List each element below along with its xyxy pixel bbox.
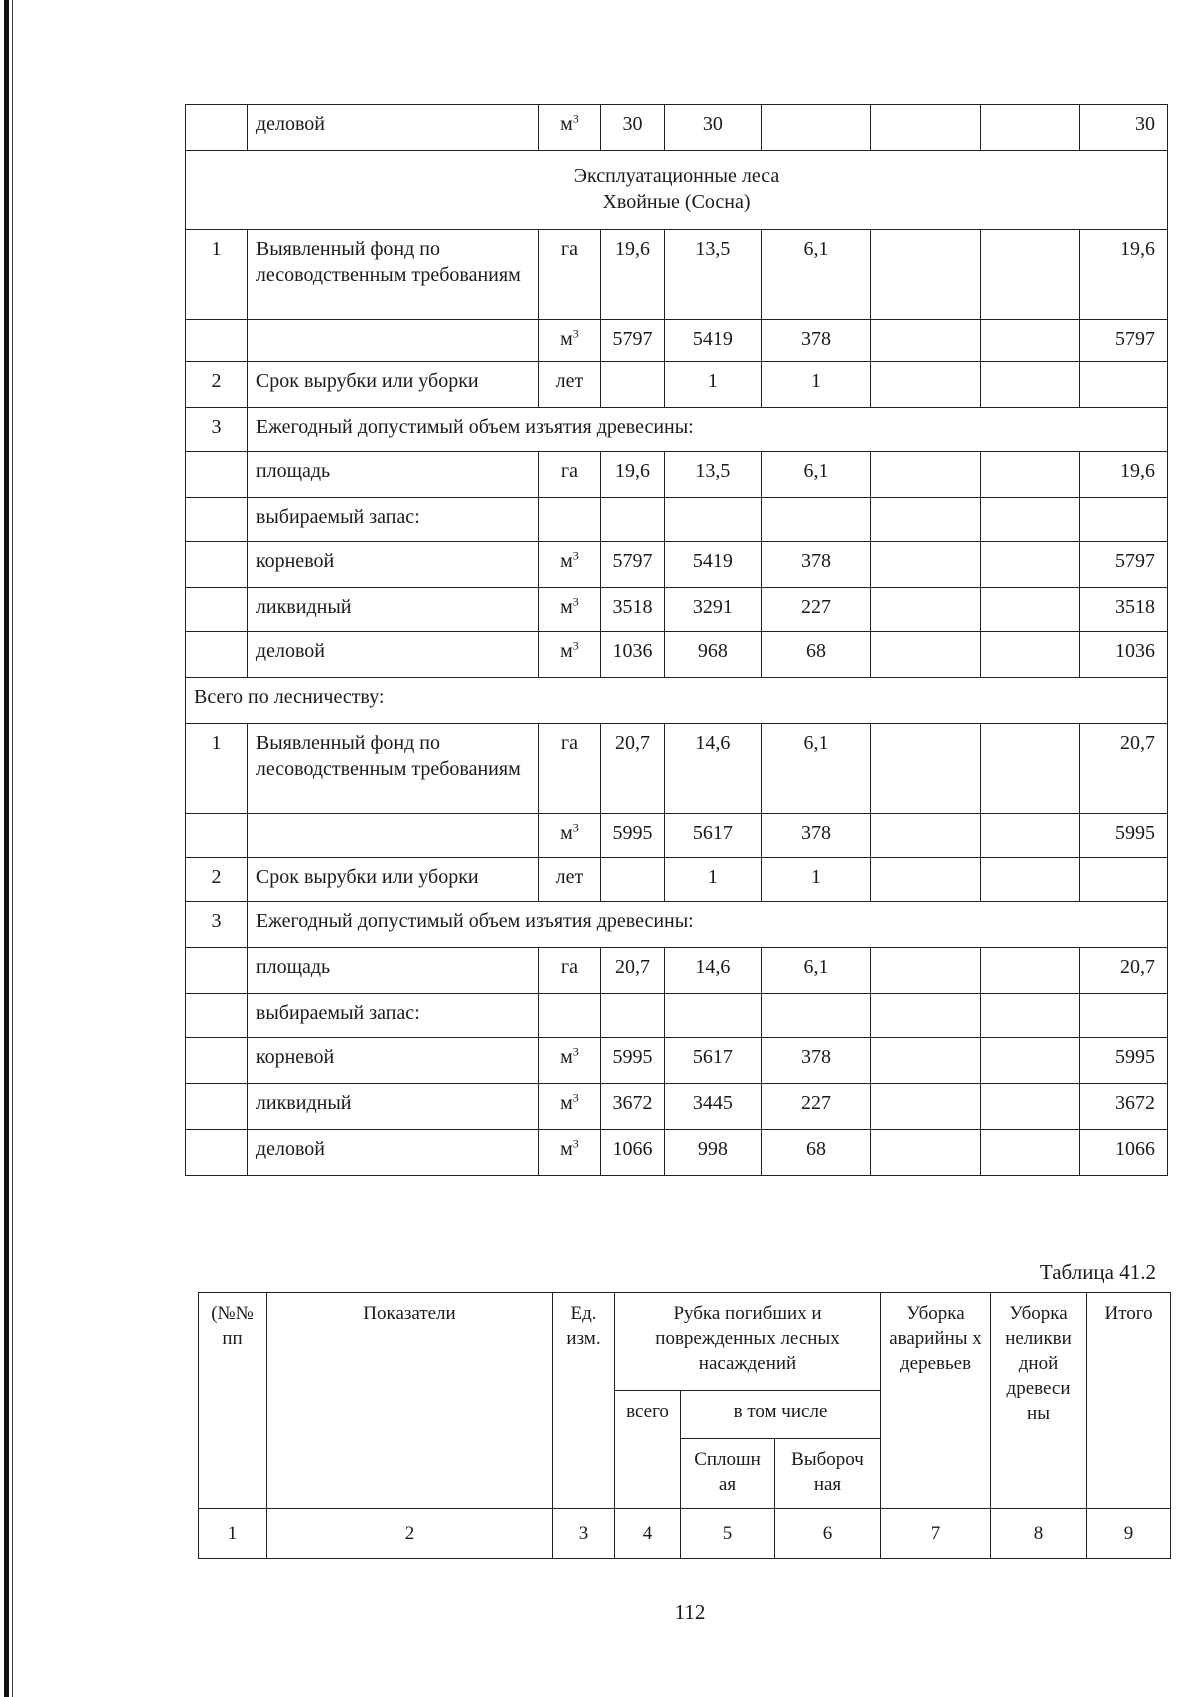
col-header-indicators: Показатели: [267, 1293, 553, 1509]
value-cell: 30: [600, 105, 664, 151]
value-cell: 13,5: [665, 230, 762, 320]
value-cell: 227: [761, 588, 871, 632]
table-row: [186, 948, 1168, 994]
row-number: 1: [186, 230, 248, 320]
col-header-illiquid: Уборка неликви дной древеси ны: [991, 1293, 1087, 1509]
row-number: 2: [186, 362, 248, 408]
value-cell: 19,6: [1079, 230, 1167, 320]
value-cell: 1066: [600, 1130, 664, 1176]
row-label: деловой: [247, 632, 538, 678]
table-row: [186, 724, 1168, 814]
row-label: выбираемый запас:: [247, 498, 538, 542]
value-cell: 1: [761, 858, 871, 902]
table-caption: Таблица 41.2: [1039, 1260, 1156, 1284]
table-row: [186, 814, 1168, 858]
value-cell: 13,5: [665, 452, 762, 498]
value-cell: 5797: [600, 320, 664, 362]
value-cell: 6,1: [761, 452, 871, 498]
scan-edge: [4, 0, 9, 1697]
scan-edge-thin: [12, 0, 13, 1697]
column-index: 9: [1087, 1509, 1171, 1559]
value-cell: 378: [761, 814, 871, 858]
value-cell: 30: [1079, 105, 1167, 151]
table-41-2-header: [198, 1292, 1171, 1559]
row-label: площадь: [247, 948, 538, 994]
unit-cell: $м^3$: [539, 105, 601, 151]
total-heading: Всего по лесничеству:: [186, 678, 1168, 724]
table-row: [186, 408, 1168, 452]
value-cell: 1: [761, 362, 871, 408]
row-label: площадь: [247, 452, 538, 498]
col-header-number: (№№ пп: [199, 1293, 267, 1509]
value-cell: 378: [761, 1038, 871, 1084]
forest-volume-table: [185, 104, 1168, 1176]
value-cell: 5797: [600, 542, 664, 588]
row-label: Срок вырубки или уборки: [247, 858, 538, 902]
unit-cell: $м^3$: [539, 588, 601, 632]
section-heading: Эксплуатационные леса Хвойные (Сосна): [186, 151, 1168, 230]
page-number: 112: [674, 1600, 706, 1624]
column-index-row: [199, 1509, 1171, 1559]
unit-cell: $м^3$: [539, 632, 601, 678]
value-cell: 19,6: [1079, 452, 1167, 498]
value-cell: 3445: [665, 1084, 762, 1130]
unit-cell: га: [539, 452, 601, 498]
row-label: ликвидный: [247, 588, 538, 632]
value-cell: 378: [761, 542, 871, 588]
value-cell: 19,6: [600, 230, 664, 320]
row-label: Срок вырубки или уборки: [247, 362, 538, 408]
column-index: 5: [681, 1509, 775, 1559]
row-label: корневой: [247, 542, 538, 588]
value-cell: 68: [761, 1130, 871, 1176]
unit-cell: га: [539, 230, 601, 320]
table-row: [186, 1130, 1168, 1176]
unit-cell: $м^3$: [539, 542, 601, 588]
section-row: [186, 151, 1168, 230]
column-index: 4: [615, 1509, 681, 1559]
table-row: [186, 498, 1168, 542]
table-row: [186, 902, 1168, 948]
value-cell: 14,6: [665, 724, 762, 814]
value-cell: 6,1: [761, 230, 871, 320]
column-index: 7: [881, 1509, 991, 1559]
column-index: 6: [775, 1509, 881, 1559]
value-cell: 20,7: [600, 724, 664, 814]
row-label: деловой: [247, 105, 538, 151]
value-cell: 68: [761, 632, 871, 678]
unit-cell: га: [539, 948, 601, 994]
unit-cell: га: [539, 724, 601, 814]
value-cell: 998: [665, 1130, 762, 1176]
value-cell: 1: [665, 858, 762, 902]
value-cell: 5617: [665, 1038, 762, 1084]
value-cell: 1036: [600, 632, 664, 678]
row-label: Ежегодный допустимый объем изъятия древесины:: [247, 408, 1167, 452]
unit-cell: лет: [539, 362, 601, 408]
value-cell: 30: [665, 105, 762, 151]
col-header-emergency: Уборка аварийны х деревьев: [881, 1293, 991, 1509]
value-cell: 5797: [1079, 542, 1167, 588]
col-header-unit: Ед. изм.: [553, 1293, 615, 1509]
table-row: [186, 230, 1168, 320]
column-index: 1: [199, 1509, 267, 1559]
col-header-selective: Выбороч ная: [775, 1439, 881, 1509]
table-row: [186, 1084, 1168, 1130]
row-label: Выявленный фонд по лесоводственным требованиям: [247, 724, 538, 814]
value-cell: 5419: [665, 320, 762, 362]
row-number: 2: [186, 858, 248, 902]
table-row: [186, 588, 1168, 632]
value-cell: 3518: [600, 588, 664, 632]
unit-cell: $м^3$: [539, 1084, 601, 1130]
table-row: [186, 858, 1168, 902]
row-label: деловой: [247, 1130, 538, 1176]
row-label: Ежегодный допустимый объем изъятия древесины:: [247, 902, 1167, 948]
value-cell: 19,6: [600, 452, 664, 498]
value-cell: 5797: [1079, 320, 1167, 362]
row-label: Выявленный фонд по лесоводственным требованиям: [247, 230, 538, 320]
unit-cell: $м^3$: [539, 814, 601, 858]
row-number: 3: [186, 408, 248, 452]
col-header-clear: Сплошн ая: [681, 1439, 775, 1509]
value-cell: 3518: [1079, 588, 1167, 632]
section-row: [186, 678, 1168, 724]
value-cell: 5419: [665, 542, 762, 588]
value-cell: 14,6: [665, 948, 762, 994]
value-cell: 3291: [665, 588, 762, 632]
col-header-including: в том числе: [681, 1391, 881, 1439]
value-cell: 1036: [1079, 632, 1167, 678]
value-cell: 378: [761, 320, 871, 362]
column-index: 3: [553, 1509, 615, 1559]
table-row: [186, 1038, 1168, 1084]
value-cell: 20,7: [1079, 948, 1167, 994]
row-label: корневой: [247, 1038, 538, 1084]
table-row: [186, 994, 1168, 1038]
row-number: 3: [186, 902, 248, 948]
unit-cell: $м^3$: [539, 1038, 601, 1084]
col-header-total: Итого: [1087, 1293, 1171, 1509]
table-row: [186, 632, 1168, 678]
value-cell: 968: [665, 632, 762, 678]
value-cell: 6,1: [761, 948, 871, 994]
unit-cell: $м^3$: [539, 1130, 601, 1176]
value-cell: 3672: [1079, 1084, 1167, 1130]
table-row: [186, 452, 1168, 498]
row-number: 1: [186, 724, 248, 814]
value-cell: 5995: [1079, 1038, 1167, 1084]
value-cell: 5995: [1079, 814, 1167, 858]
value-cell: 6,1: [761, 724, 871, 814]
col-header-felling: Рубка погибших и поврежденных лесных насаждений: [615, 1293, 881, 1391]
value-cell: 5995: [600, 1038, 664, 1084]
table-row: [186, 542, 1168, 588]
value-cell: 20,7: [1079, 724, 1167, 814]
col-header-all: всего: [615, 1391, 681, 1509]
value-cell: 3672: [600, 1084, 664, 1130]
value-cell: 1: [665, 362, 762, 408]
table-row: [186, 320, 1168, 362]
table-row: [186, 105, 1168, 151]
value-cell: 5617: [665, 814, 762, 858]
row-label: ликвидный: [247, 1084, 538, 1130]
value-cell: 1066: [1079, 1130, 1167, 1176]
value-cell: 227: [761, 1084, 871, 1130]
table-row: [186, 362, 1168, 408]
value-cell: 5995: [600, 814, 664, 858]
value-cell: 20,7: [600, 948, 664, 994]
column-index: 2: [267, 1509, 553, 1559]
row-label: выбираемый запас:: [247, 994, 538, 1038]
unit-cell: $м^3$: [539, 320, 601, 362]
unit-cell: лет: [539, 858, 601, 902]
column-index: 8: [991, 1509, 1087, 1559]
